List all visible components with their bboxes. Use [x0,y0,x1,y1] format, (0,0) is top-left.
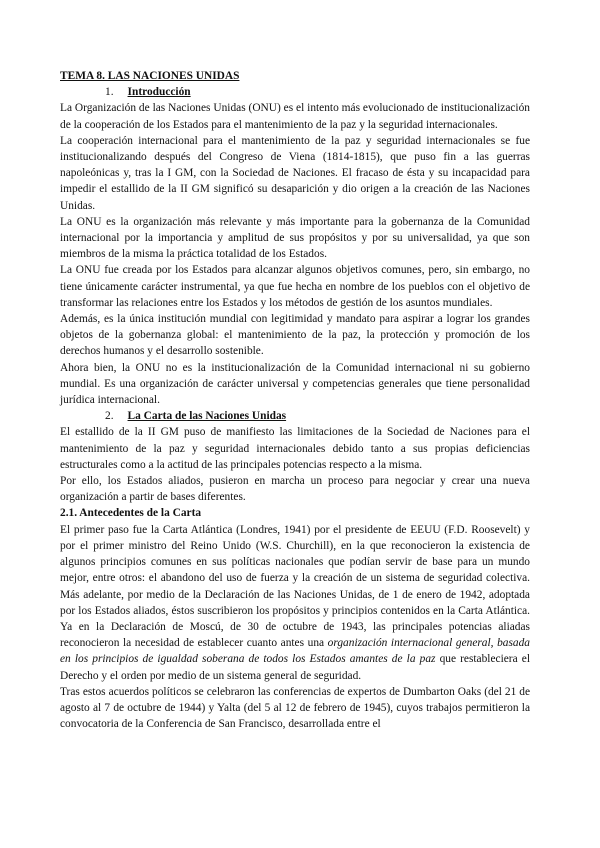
paragraph: La Organización de las Naciones Unidas (ONU) es el intento más evolucionado de institucionalización de la cooperación de los Estados para el mantenimiento de la paz y la seguridad internacionales. [60,102,530,131]
italic-quote: organización internacional general, basada en los principios de igualdad soberana de todos los Estados amantes de la paz [60,637,530,666]
document-title: TEMA 8. LAS NACIONES UNIDAS [60,70,240,82]
paragraph-text: que restableciera el Derecho y el orden por medio de un sistema general de seguridad. [60,653,530,682]
section-title: Introducción [127,86,191,99]
paragraph: Por ello, los Estados aliados, pusieron en marcha un proceso para negociar y crear una nueva organización a partir de bases diferentes. [60,475,530,504]
paragraph: Además, es la única institución mundial con legitimidad y mandato para aspirar a lograr los grandes objetos de la gobernanza global: el mantenimiento de la paz, la protección y promoción de los derechos humanos y el desarrollo sostenible. [60,313,530,358]
paragraph: La ONU es la organización más relevante y más importante para la gobernanza de la Comunidad internacional por la importancia y amplitud de sus propósitos y por su universalidad, ya que son miembros de la misma la práctica totalidad de los Estados. [60,215,530,261]
paragraph [60,522,530,684]
section-title: La Carta de las Naciones Unidas [127,410,287,423]
paragraph-text: El primer paso fue la Carta Atlántica (Londres, 1941) por el presidente de EEUU (F.D. Roosevelt) y por el primer ministro del Reino Unido (W.S. Churchill), en la que reconocieron la existencia de algunos principios comunes en sus políticas nacionales que podían servir de base para un mundo mejor, entre otros: el abandono del uso de fuerza y la creación de un sistema de seguridad colectiva. Más adelante, por medio de la Declaración de las Naciones Unidas, de 1 de enero de 1942, adoptada por los Estados aliados, éstos suscribieron los propósitos y principios contenidos en la Carta Atlántica. Ya en la Declaración de Moscú, de 30 de octubre de 1943, las principales potencias aliadas reconocieron la necesidad de establecer cuanto antes una [60,523,530,650]
section-number: 1. [105,86,114,99]
paragraph: El estallido de la II GM puso de manifiesto las limitaciones de la Sociedad de Naciones para el mantenimiento de la paz y seguridad internacionales debido tanto a sus propias deficiencias estructurales como a la actitud de las principales potencias respecto a la misma. [60,426,530,471]
document-body [60,68,530,732]
section-1-heading [105,84,530,100]
subsection-2-1-heading: 2.1. Antecedentes de la Carta [60,507,202,520]
section-2-heading [105,408,530,424]
paragraph: Tras estos acuerdos políticos se celebraron las conferencias de expertos de Dumbarton Oaks (del 21 de agosto al 7 de octubre de 1944) y Yalta (del 5 al 12 de febrero de 1945), cuyos trabajos permitieron la convocatoria de la Conferencia de San Francisco, desarrollada entre el [60,685,530,731]
paragraph: La ONU fue creada por los Estados para alcanzar algunos objetivos comunes, pero, sin embargo, no tiene únicamente carácter instrumental, ya que fue hecha en nombre de los pueblos con el objetivo de transformar las relaciones entre los Estados y los métodos de gestión de los asuntos mundiales. [60,264,530,309]
paragraph: Ahora bien, la ONU no es la institucionalización de la Comunidad internacional ni su gobierno mundial. Es una organización de carácter universal y competencias generales que tiene personalidad jurídica internacional. [60,361,530,407]
section-number: 2. [105,410,114,423]
paragraph: La cooperación internacional para el mantenimiento de la paz y seguridad internacionales se fue institucionalizando después del Congreso de Viena (1814-1815), que puso fin a las guerras napoleónicas y, tras la I GM, con la Sociedad de Naciones. El fracaso de ésta y su incapacidad para impedir el estallido de la II GM significó su desaparición y dio origen a la creación de las Naciones Unidas. [60,134,530,212]
